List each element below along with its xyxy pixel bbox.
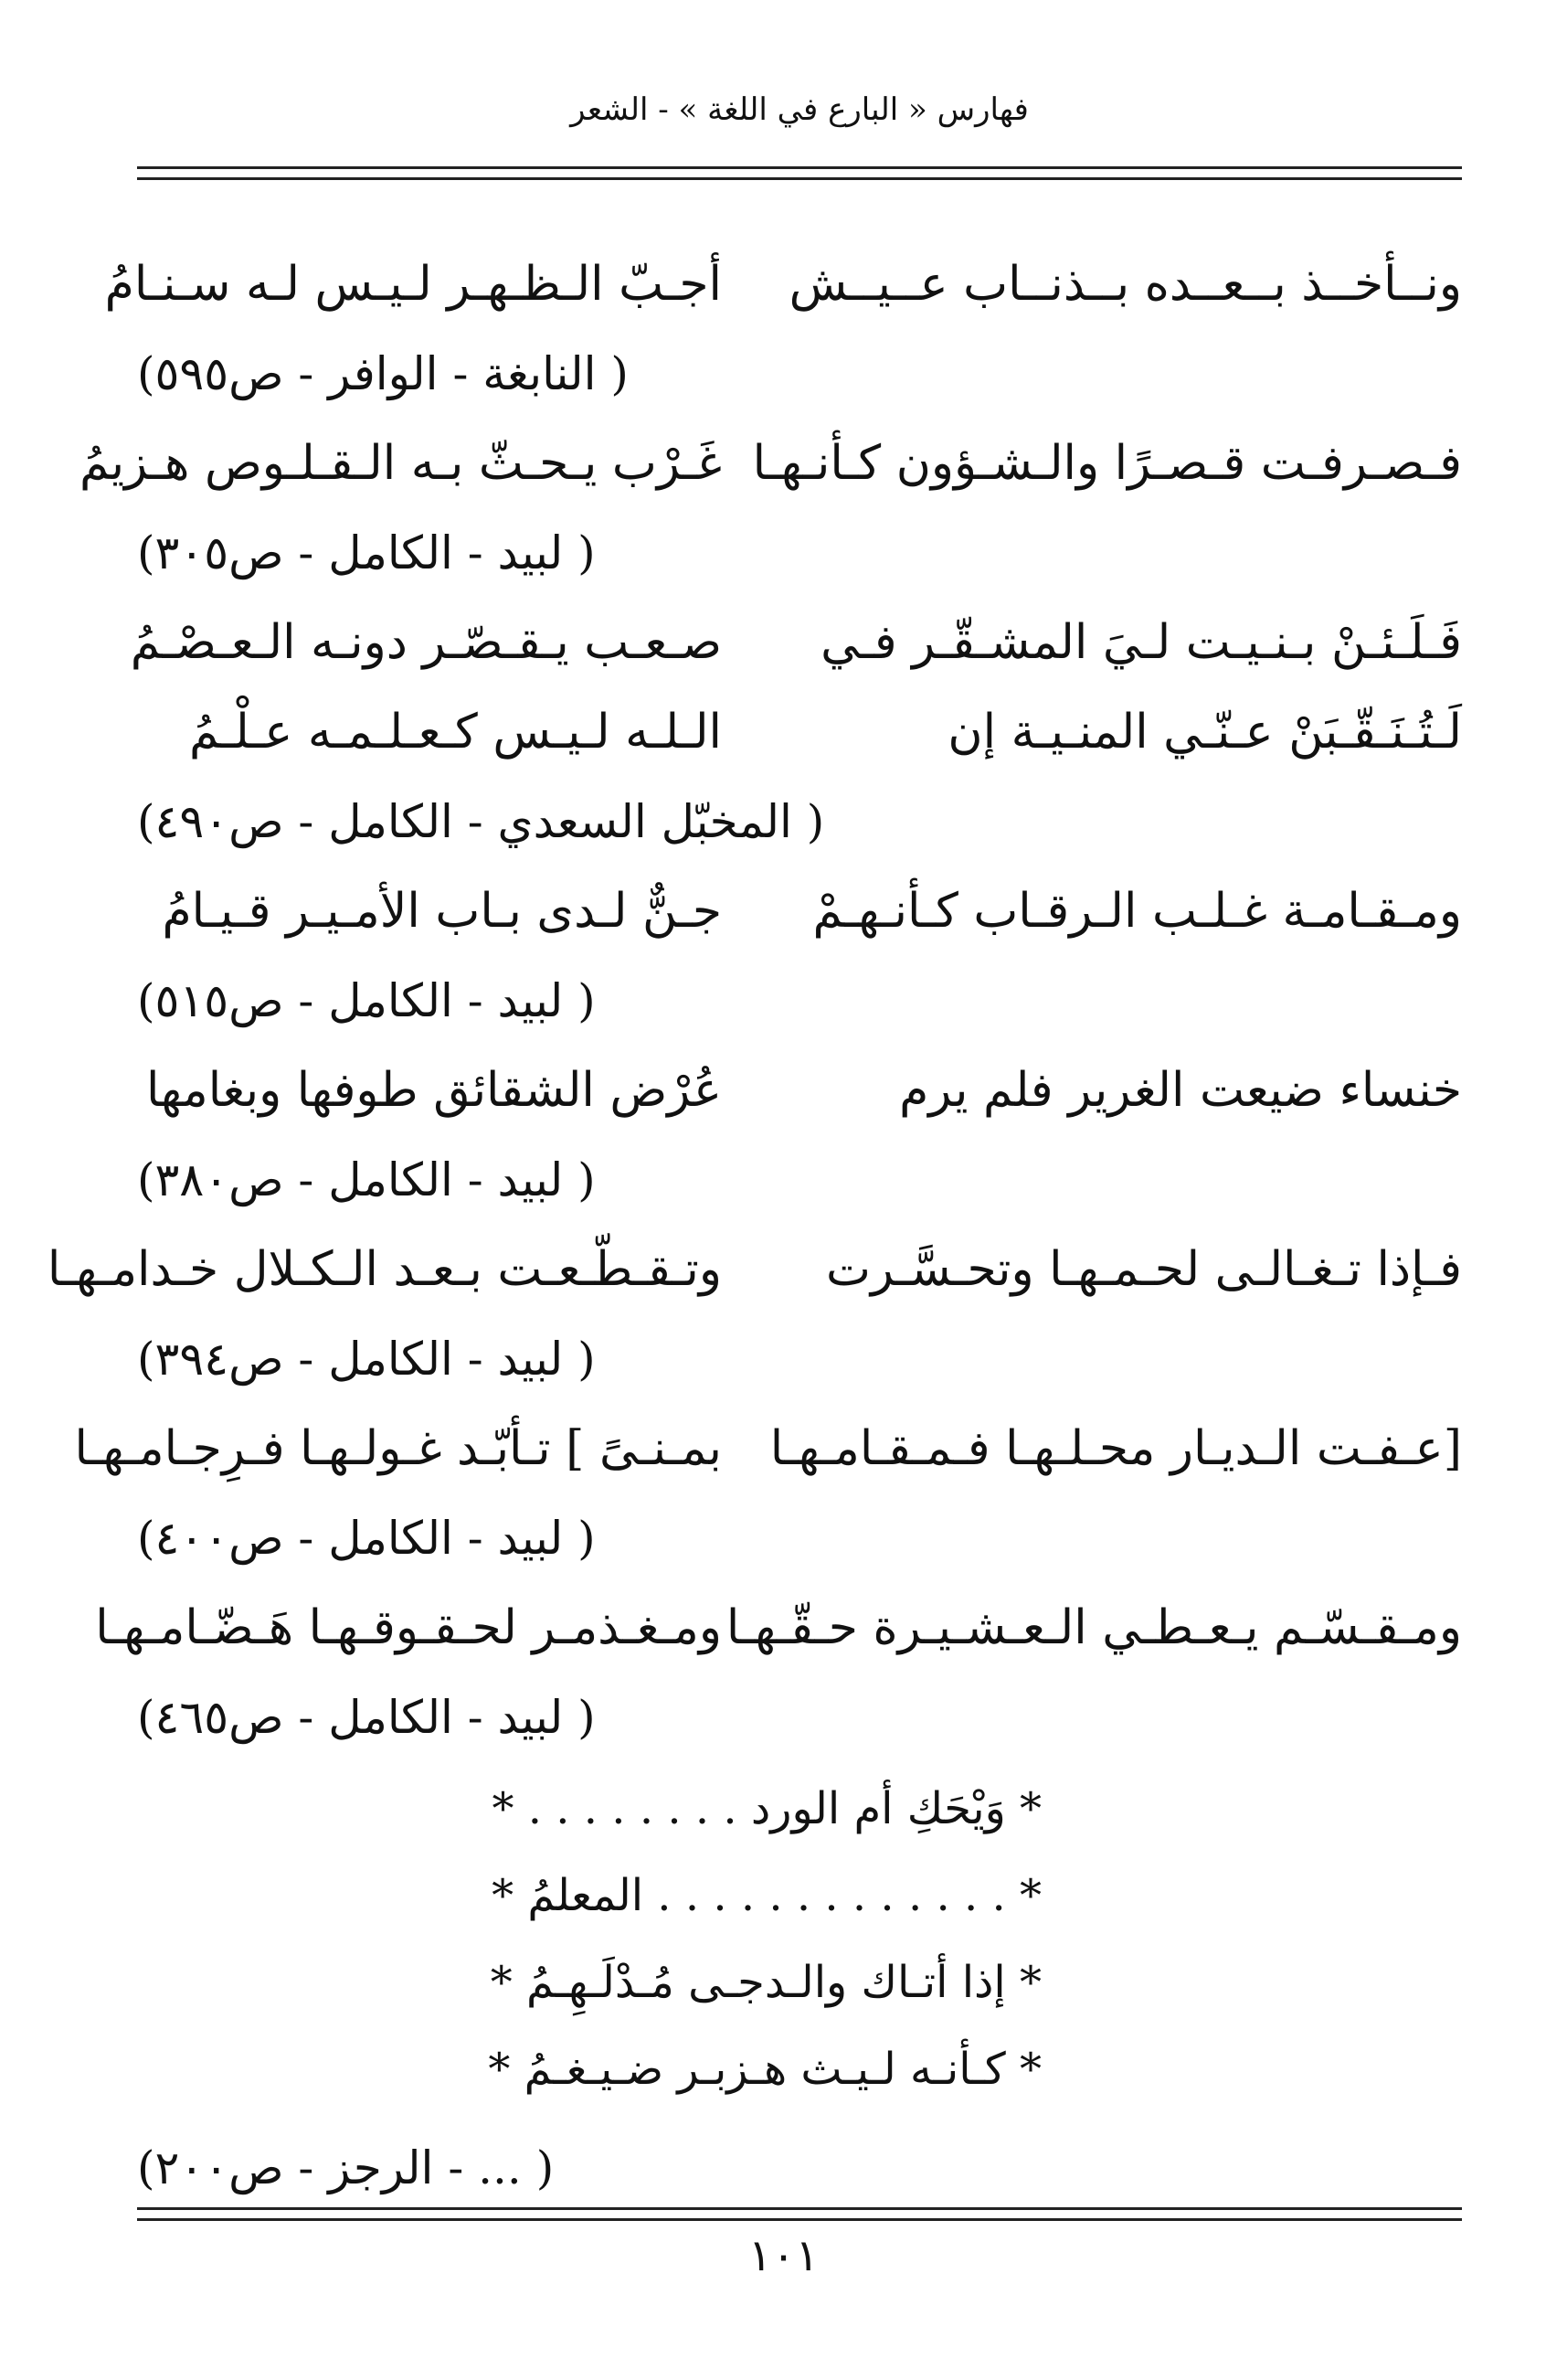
verse-source: ( النابغة - الوافر - ص٥٩٥) bbox=[137, 347, 629, 400]
verse-line bbox=[130, 598, 1462, 687]
verse-line bbox=[137, 866, 1462, 956]
fragment-line: * إذا أتـاك والـدجـى مُـدْلَـهِـمُ * bbox=[490, 1957, 1042, 2008]
fragment-line: * كـأنـه لـيـث هـزبـر ضـيـغـمُ * bbox=[488, 2044, 1042, 2095]
second-hemistich: جـنٌّ لـدى بـاب الأمـيـر قـيـامُ bbox=[162, 884, 722, 939]
verse-line bbox=[74, 1404, 1462, 1493]
verse-line bbox=[95, 1583, 1462, 1673]
verse-source: ( لبيد - الكامل - ص٣٨٠) bbox=[137, 1153, 596, 1206]
second-hemistich: بمـنـىً ] تـأبّـد غـولـهـا فـرِجـامـهـا bbox=[74, 1421, 722, 1476]
verse-line bbox=[104, 239, 1462, 329]
second-hemistich: عُرْض الشقائق طوفها وبغامها bbox=[146, 1063, 722, 1118]
page-number: ١٠١ bbox=[747, 2230, 820, 2281]
fragment-source: ( ... - الرجز - ص٢٠٠) bbox=[137, 2141, 555, 2194]
first-hemistich: لَـتُـنَـقّـبَنْ عـنّـي المنـيـة إن bbox=[948, 705, 1462, 760]
verse-source: ( لبيد - الكامل - ص٣٠٥) bbox=[137, 526, 596, 579]
rajaz-fragment bbox=[137, 1766, 1462, 2113]
second-hemistich: أجـبّ الـظـهـر لـيـس لـه سـنـامُ bbox=[104, 257, 722, 312]
page-header: فهارس « البارع في اللغة » - الشعر bbox=[570, 91, 1029, 128]
first-hemistich: ومـقـامـة غـلـب الـرقـاب كـأنـهـمْ bbox=[812, 884, 1462, 939]
verse-source: ( لبيد - الكامل - ص٣٩٤) bbox=[137, 1333, 596, 1386]
first-hemistich: فَـلَـئـنْ بـنـيـت لـيَ المشـقّـر فـي bbox=[821, 615, 1462, 670]
verse-line bbox=[137, 687, 1462, 777]
first-hemistich: فـإذا تـغـالـى لحـمـهـا وتحـسَّـرت bbox=[825, 1242, 1462, 1297]
fragment-line: * وَيْحَكِ أم الورد . . . . . . . . * bbox=[492, 1783, 1042, 1834]
second-hemistich: صـعـب يـقـصّـر دونـه الـعـصْـمُ bbox=[130, 615, 722, 670]
fragment-line: * . . . . . . . . . . . . . المعلمُ * bbox=[492, 1870, 1042, 1921]
footer-divider bbox=[137, 2207, 1462, 2221]
first-hemistich: فـصـرفـت قـصـرًا والـشـؤون كـأنـهـا bbox=[752, 436, 1462, 491]
verse-entry bbox=[137, 1046, 1462, 1225]
second-hemistich: ومـغـذمـر لحـقـوقـهـا هَـضّـامـهـا bbox=[95, 1600, 722, 1655]
verse-entry bbox=[137, 866, 1462, 1046]
verse-entry bbox=[74, 1404, 1462, 1583]
verse-index bbox=[47, 239, 1462, 2223]
first-hemistich: ومـقـسّـم يـعـطـي الـعـشـيـرة حـقّـهـا bbox=[725, 1600, 1462, 1655]
verse-entry bbox=[95, 1583, 1462, 1762]
second-hemistich: الـلـه لـيـس كـعـلـمـه عـلْـمُ bbox=[189, 705, 722, 760]
verse-entry bbox=[130, 598, 1462, 866]
first-hemistich: [عـفـت الـديـار محـلـهـا فـمـقـامـهـا bbox=[769, 1421, 1462, 1476]
first-hemistich: خنساء ضيعت الغرير فلم يرم bbox=[899, 1063, 1462, 1118]
verse-line bbox=[47, 1225, 1462, 1314]
verse-source: ( لبيد - الكامل - ص٤٠٠) bbox=[137, 1512, 596, 1565]
second-hemistich: غَـرْب يـحـثّ بـه الـقـلـوص هـزيمُ bbox=[79, 436, 722, 491]
header-divider bbox=[137, 166, 1462, 180]
second-hemistich: وتـقـطّـعـت بـعـد الـكـلال خـدامـهـا bbox=[47, 1242, 722, 1297]
verse-entry bbox=[104, 239, 1462, 419]
verse-entry bbox=[47, 1225, 1462, 1404]
verse-source: ( المخبّل السعدي - الكامل - ص٤٩٠) bbox=[137, 795, 825, 848]
verse-line bbox=[79, 419, 1462, 508]
verse-entry bbox=[79, 419, 1462, 598]
first-hemistich: ونــأخــذ بــعــده بــذنــاب عــيــش bbox=[789, 257, 1462, 312]
verse-source: ( لبيد - الكامل - ص٥١٥) bbox=[137, 974, 596, 1027]
verse-line bbox=[137, 1046, 1462, 1135]
verse-source: ( لبيد - الكامل - ص٤٦٥) bbox=[137, 1691, 596, 1744]
